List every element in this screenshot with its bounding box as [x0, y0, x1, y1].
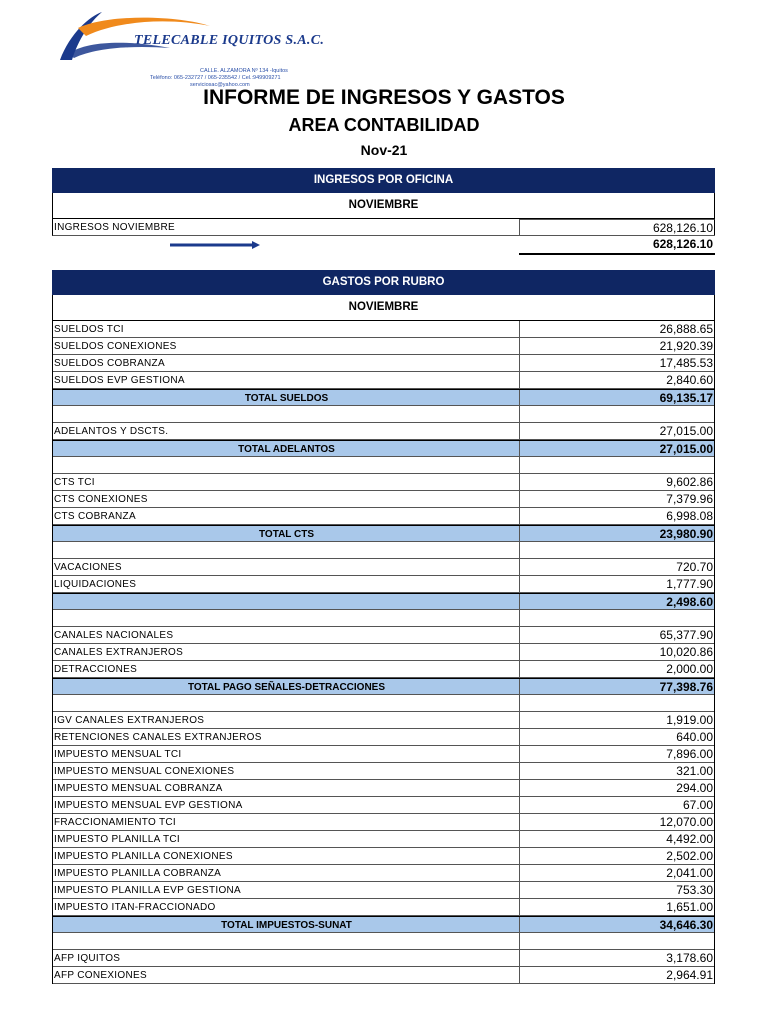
row-label: CANALES EXTRANJEROS — [54, 647, 184, 658]
table-row — [53, 627, 714, 644]
table-row — [53, 559, 714, 576]
blank-row — [53, 933, 714, 950]
row-label: IMPUESTO PLANILLA CONEXIONES — [54, 851, 233, 862]
row-label: CANALES NACIONALES — [54, 630, 174, 641]
report-subtitle: AREA CONTABILIDAD — [288, 115, 480, 135]
total-row — [53, 525, 714, 542]
table-row — [53, 831, 714, 848]
row-amount: 640.00 — [519, 729, 714, 745]
row-amount: 67.00 — [519, 797, 714, 813]
total-row — [53, 678, 714, 695]
row-amount: 2,502.00 — [519, 848, 714, 864]
table-row — [53, 814, 714, 831]
row-label: TOTAL IMPUESTOS-SUNAT — [221, 920, 352, 931]
table-row — [53, 321, 714, 338]
row-label — [53, 594, 519, 609]
row-amount: 2,498.60 — [519, 594, 714, 609]
table-row — [53, 882, 714, 899]
row-label: ADELANTOS Y DSCTS. — [54, 426, 169, 437]
row-label: CTS COBRANZA — [54, 511, 136, 522]
row-amount: 21,920.39 — [519, 338, 714, 354]
row-label: AFP CONEXIONES — [54, 970, 147, 981]
gastos-header: GASTOS POR RUBRO — [52, 270, 715, 295]
company-logo — [50, 8, 325, 88]
row-amount: 9,602.86 — [519, 474, 714, 490]
table-row — [53, 967, 714, 984]
row-label — [53, 542, 519, 558]
row-label: IMPUESTO PLANILLA TCI — [54, 834, 180, 845]
ingresos-header: INGRESOS POR OFICINA — [52, 168, 715, 193]
row-label — [53, 610, 519, 626]
row-label: IGV CANALES EXTRANJEROS — [54, 715, 205, 726]
blank-row — [53, 542, 714, 559]
row-amount: 69,135.17 — [519, 390, 714, 405]
blank-row — [53, 406, 714, 423]
table-row — [53, 338, 714, 355]
blank-row — [53, 695, 714, 712]
ingresos-total-row — [52, 236, 715, 254]
row-amount: 3,178.60 — [519, 950, 714, 966]
row-label: IMPUESTO MENSUAL CONEXIONES — [54, 766, 235, 777]
table-row — [53, 474, 714, 491]
row-amount: 34,646.30 — [519, 917, 714, 932]
ingresos-month: NOVIEMBRE — [52, 193, 715, 219]
table-row — [53, 950, 714, 967]
row-label: TOTAL ADELANTOS — [238, 444, 335, 455]
row-amount: 6,998.08 — [519, 508, 714, 524]
gastos-section — [52, 270, 715, 984]
table-row — [53, 644, 714, 661]
row-label: IMPUESTO ITAN-FRACCIONADO — [54, 902, 216, 913]
row-amount: 17,485.53 — [519, 355, 714, 371]
ingresos-section — [52, 168, 715, 254]
company-name: TELECABLE IQUITOS S.A.C. — [134, 33, 325, 48]
row-amount: 753.30 — [519, 882, 714, 898]
row-label — [53, 695, 519, 711]
row-amount: 23,980.90 — [519, 526, 714, 541]
row-label: TOTAL CTS — [259, 529, 314, 540]
row-label: SUELDOS EVP GESTIONA — [54, 375, 185, 386]
row-label — [53, 933, 519, 949]
row-label: IMPUESTO PLANILLA EVP GESTIONA — [54, 885, 242, 896]
report-title: INFORME DE INGRESOS Y GASTOS — [203, 86, 565, 109]
row-amount: 321.00 — [519, 763, 714, 779]
row-label: IMPUESTO PLANILLA COBRANZA — [54, 868, 222, 879]
ingresos-total-amount: 628,126.10 — [519, 236, 715, 255]
company-phone: Teléfono: 065-232727 / 065-235542 / Cel.:949909271 — [150, 75, 281, 81]
gastos-month: NOVIEMBRE — [52, 295, 715, 321]
row-amount: 4,492.00 — [519, 831, 714, 847]
row-label: AFP IQUITOS — [54, 953, 121, 964]
gastos-table — [52, 321, 715, 984]
row-amount: 2,964.91 — [519, 967, 714, 983]
row-amount: 720.70 — [519, 559, 714, 575]
table-row — [53, 355, 714, 372]
ingresos-row-amount: 628,126.10 — [519, 219, 715, 235]
row-label: CTS CONEXIONES — [54, 494, 148, 505]
row-amount — [519, 610, 714, 626]
ingresos-row — [52, 219, 715, 236]
row-amount — [519, 933, 714, 949]
table-row — [53, 712, 714, 729]
row-amount: 77,398.76 — [519, 679, 714, 694]
row-label: SUELDOS TCI — [54, 324, 124, 335]
row-amount: 27,015.00 — [519, 423, 714, 439]
table-row — [53, 661, 714, 678]
table-row — [53, 729, 714, 746]
row-label: LIQUIDACIONES — [54, 579, 137, 590]
row-amount: 27,015.00 — [519, 441, 714, 456]
table-row — [53, 423, 714, 440]
row-amount: 65,377.90 — [519, 627, 714, 643]
table-row — [53, 899, 714, 916]
row-label: CTS TCI — [54, 477, 95, 488]
table-row — [53, 576, 714, 593]
table-row — [53, 865, 714, 882]
ingresos-row-label: INGRESOS NOVIEMBRE — [54, 222, 175, 233]
table-row — [53, 763, 714, 780]
row-label: DETRACCIONES — [54, 664, 138, 675]
row-label: RETENCIONES CANALES EXTRANJEROS — [54, 732, 262, 743]
row-amount: 294.00 — [519, 780, 714, 796]
row-amount: 1,919.00 — [519, 712, 714, 728]
row-label: VACACIONES — [54, 562, 122, 573]
row-label: TOTAL SUELDOS — [244, 393, 329, 404]
report-header — [0, 0, 768, 170]
company-address: CALLE. ALZAMORA Nº 134 -Iquitos — [200, 68, 288, 74]
row-amount: 2,840.60 — [519, 372, 714, 388]
total-row — [53, 916, 714, 933]
row-amount — [519, 406, 714, 422]
row-amount: 2,041.00 — [519, 865, 714, 881]
table-row — [53, 848, 714, 865]
row-amount — [519, 695, 714, 711]
row-label: IMPUESTO MENSUAL EVP GESTIONA — [54, 800, 243, 811]
row-label — [53, 406, 519, 422]
row-label: SUELDOS COBRANZA — [54, 358, 165, 369]
company-email: serviciosac@yahoo.com — [190, 82, 250, 88]
table-row — [53, 372, 714, 389]
total-row — [53, 440, 714, 457]
blank-row — [53, 610, 714, 627]
table-row — [53, 746, 714, 763]
row-amount: 1,651.00 — [519, 899, 714, 915]
report-period: Nov-21 — [360, 142, 408, 158]
row-label: SUELDOS CONEXIONES — [54, 341, 177, 352]
row-amount: 7,379.96 — [519, 491, 714, 507]
row-label: IMPUESTO MENSUAL COBRANZA — [54, 783, 223, 794]
row-amount: 2,000.00 — [519, 661, 714, 677]
row-amount: 7,896.00 — [519, 746, 714, 762]
row-amount: 26,888.65 — [519, 321, 714, 337]
row-label: TOTAL PAGO SEÑALES-DETRACCIONES — [187, 682, 386, 693]
total-row — [53, 593, 714, 610]
row-label: FRACCIONAMIENTO TCI — [54, 817, 177, 828]
row-amount: 12,070.00 — [519, 814, 714, 830]
table-row — [53, 491, 714, 508]
row-label: IMPUESTO MENSUAL TCI — [54, 749, 182, 760]
table-row — [53, 797, 714, 814]
row-label — [53, 457, 519, 473]
row-amount — [519, 457, 714, 473]
row-amount: 10,020.86 — [519, 644, 714, 660]
blank-row — [53, 457, 714, 474]
total-row — [53, 389, 714, 406]
arrow-right-icon — [170, 240, 260, 250]
row-amount — [519, 542, 714, 558]
table-row — [53, 508, 714, 525]
table-row — [53, 780, 714, 797]
row-amount: 1,777.90 — [519, 576, 714, 592]
